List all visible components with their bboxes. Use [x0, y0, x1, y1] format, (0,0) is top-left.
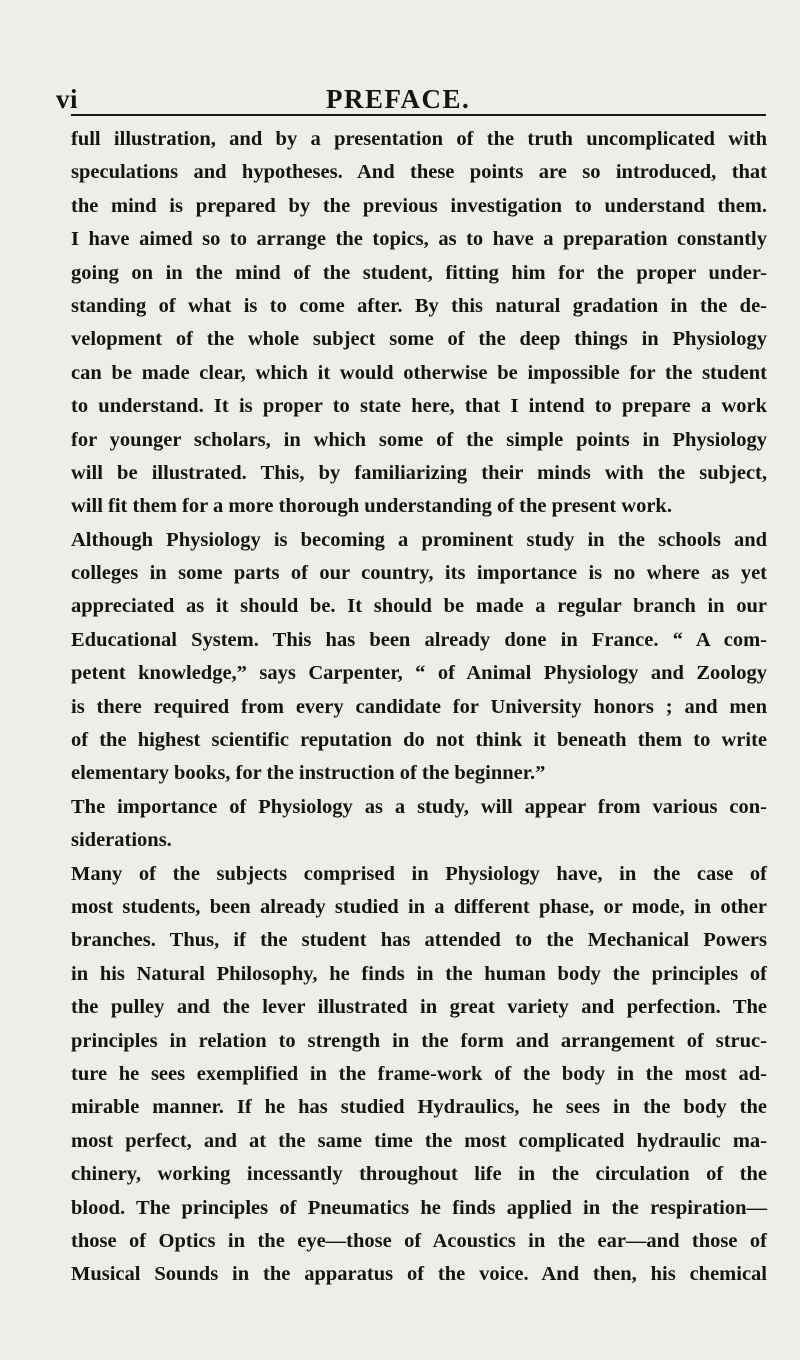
text-line: The importance of Physiology as a study, will appear from various con-: [71, 795, 767, 818]
text-line: mirable manner. If he has studied Hydraulics, he sees in the body the: [71, 1096, 767, 1119]
body-text: [71, 123, 767, 1292]
text-line: I have aimed so to arrange the topics, as to have a preparation constantly: [71, 228, 767, 251]
text-line: speculations and hypotheses. And these points are so introduced, that: [71, 161, 767, 184]
text-line: will fit them for a more thorough understanding of the present work.: [71, 495, 672, 518]
text-line: is there required from every candidate for University honors ; and men: [71, 695, 767, 718]
text-line: appreciated as it should be. It should be made a regular branch in our: [71, 595, 767, 618]
header-rule: [71, 114, 766, 116]
text-line: of the highest scientific reputation do not think it beneath them to write: [71, 729, 767, 752]
running-title: PREFACE.: [326, 84, 471, 114]
text-line: to understand. It is proper to state here, that I intend to prepare a work: [71, 395, 767, 418]
text-line: Although Physiology is becoming a prominent study in the schools and: [71, 528, 767, 551]
text-line: full illustration, and by a presentation of the truth uncomplicated with: [71, 128, 767, 150]
text-line: Many of the subjects comprised in Physiology have, in the case of: [71, 862, 767, 885]
text-line: for younger scholars, in which some of the simple points in Physiology: [71, 428, 767, 451]
text-line: will be illustrated. This, by familiarizing their minds with the subject,: [71, 461, 767, 484]
text-line: petent knowledge,” says Carpenter, “ of Animal Physiology and Zoology: [71, 662, 767, 685]
text-line: Educational System. This has been already done in France. “ A com-: [71, 628, 767, 651]
text-line: most perfect, and at the same time the most complicated hydraulic ma-: [71, 1129, 767, 1152]
text-line: those of Optics in the eye—those of Acoustics in the ear—and those of: [71, 1229, 767, 1252]
text-line: the pulley and the lever illustrated in great variety and perfection. The: [71, 996, 767, 1019]
text-line: standing of what is to come after. By this natural gradation in the de-: [71, 294, 767, 317]
text-line: in his Natural Philosophy, he finds in the human body the principles of: [71, 962, 767, 985]
text-line: branches. Thus, if the student has attended to the Mechanical Powers: [71, 929, 767, 952]
text-line: principles in relation to strength in the form and arrangement of struc-: [71, 1029, 767, 1052]
text-line: ture he sees exemplified in the frame-work of the body in the most ad-: [71, 1062, 767, 1085]
text-line: elementary books, for the instruction of the beginner.”: [71, 762, 546, 785]
text-line: going on in the mind of the student, fitting him for the proper under-: [71, 261, 767, 284]
text-line: colleges in some parts of our country, its importance is no where as yet: [71, 562, 767, 585]
text-line: the mind is prepared by the previous investigation to understand them.: [71, 194, 767, 217]
text-line: can be made clear, which it would otherwise be impossible for the student: [71, 361, 767, 384]
text-line: Musical Sounds in the apparatus of the voice. And then, his chemical: [71, 1263, 767, 1286]
page-number: vi: [56, 84, 79, 114]
page-header: [56, 84, 766, 114]
text-line: siderations.: [71, 829, 172, 852]
text-line: blood. The principles of Pneumatics he finds applied in the respiration—: [71, 1196, 767, 1219]
text-line: most students, been already studied in a different phase, or mode, in other: [71, 895, 767, 918]
text-line: velopment of the whole subject some of the deep things in Physiology: [71, 328, 767, 351]
text-line: chinery, working incessantly throughout life in the circulation of the: [71, 1163, 767, 1186]
